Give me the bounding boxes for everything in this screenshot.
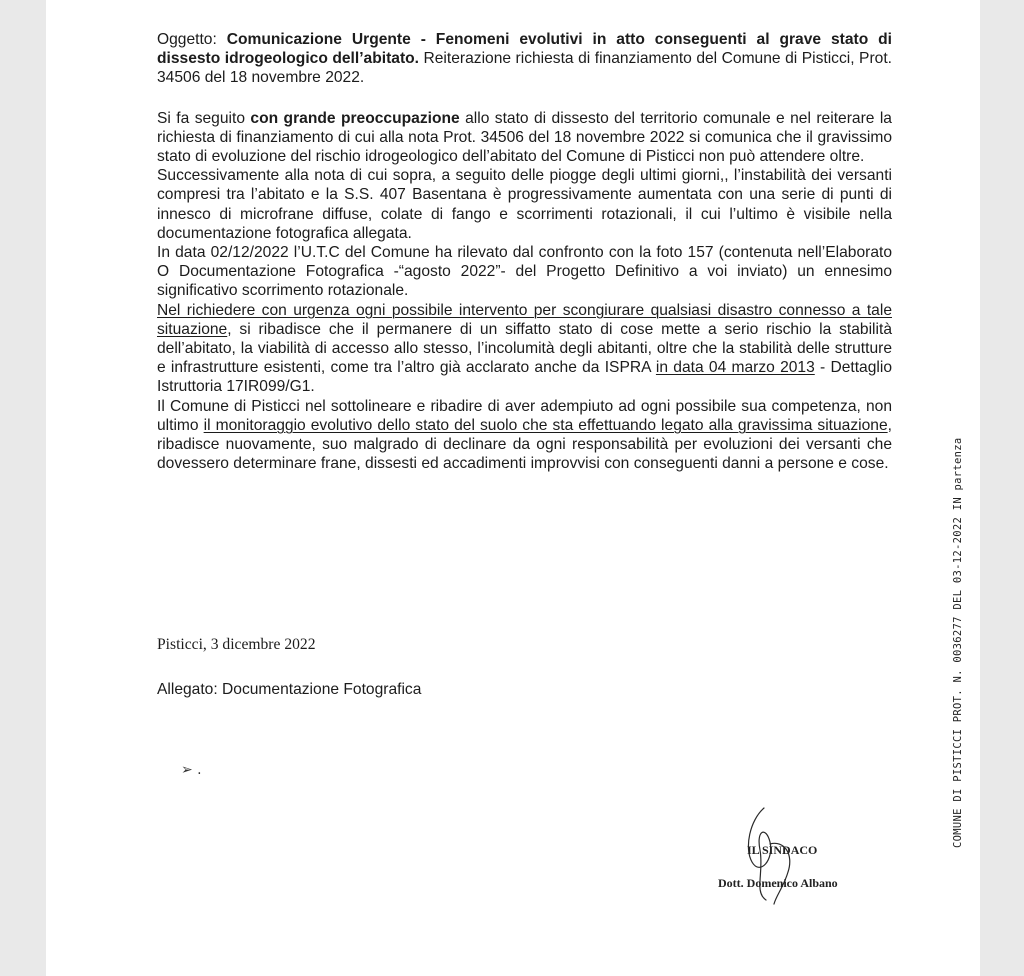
p4-underlined-text: Nel richiedere con urgenza ogni possibile intervento per scongiurare qualsiasi disastro connesso a tale situazione: [157, 301, 892, 338]
p4-underlined-date: in data 04 marzo 2013: [655, 359, 815, 377]
subject-title: Comunicazione Urgente - Fenomeni evolutivi in atto conseguenti al grave stato di dissesto idrogeologico dell’abitato.: [157, 31, 892, 68]
p1-text-a: Si fa seguito: [157, 109, 251, 127]
p5-text-a: Il Comune di Pisticci nel sottolineare e ribadire di aver adempiuto ad ogni possibile sua competenza, non ultimo: [157, 397, 892, 434]
paragraph-3: In data 02/12/2022 l’U.T.C del Comune ha rilevato dal confronto con la foto 157 (contenuta nell’Elaborato O Documentazione Fotografica -“agosto 2022”- del Progetto Definitivo a voi inviato) un ennesimo significativo scorrimento rotazionale.: [157, 244, 892, 300]
p4-text-a: , si ribadisce che il permanere di un siffatto stato di cose mette a serio rischio la stabilità dell’abitato, la viabilità di accesso allo stesso, l’incolumità degli abitanti, oltre che la stabilità delle strutture e infrastrutture esistenti, come tra l’altro già acclarato anche da ISPRA: [157, 320, 892, 377]
arrow-bullet-icon: ➢ .: [181, 762, 202, 778]
signatory-title: IL SINDACO: [747, 843, 818, 857]
subject-label: Oggetto:: [157, 31, 227, 48]
p4-text-b: - Dettaglio Istruttoria 17IR099/G1.: [157, 359, 892, 396]
subject-rest: Reiterazione richiesta di finanziamento del Comune di Pisticci, Prot. 34506 del 18 novembre 2022.: [157, 50, 892, 87]
signatory-name: Dott. Domenico Albano: [718, 876, 838, 890]
letter-body: [157, 109, 892, 474]
paragraph-2: Successivamente alla nota di cui sopra, a seguito delle piogge degli ultimi giorni,, l’instabilità dei versanti compresi tra l’abitato e la S.S. 407 Basentana è progressivamente aumentata con una serie di punti di innesco di microfrane diffuse, colate di fango e scorrimenti rotazionali, il cui l’ultimo è visibile nella documentazione fotografica allegata.: [157, 167, 892, 242]
place-date: Pisticci, 3 dicembre 2022: [157, 636, 316, 653]
protocol-stamp: COMUNE DI PISTICCI PROT. N. 0036277 DEL 03-12-2022 IN partenza: [952, 437, 964, 848]
paragraph-1: [157, 109, 892, 167]
attachment-line: Allegato: Documentazione Fotografica: [157, 681, 422, 698]
p5-text-b: , ribadisce nuovamente, suo malgrado di declinare da ogni responsabilità per evoluzioni dei versanti che dovessero determinare frane, dissesti ed accadimenti improvvisi con conseguenti danni a persone e cose.: [157, 416, 892, 473]
paragraph-4: [157, 301, 892, 397]
subject-line: [157, 30, 892, 88]
p5-underlined-text: il monitoraggio evolutivo dello stato del suolo che sta effettuando legato alla gravissima situazione: [203, 416, 888, 434]
p1-bold-text: con grande preoccupazione: [250, 109, 460, 127]
p1-text-b: allo stato di dissesto del territorio comunale e nel reiterare la richiesta di finanziamento di cui alla nota Prot. 34506 del 18 novembre 2022 si comunica che il gravissimo stato di evoluzione del rischio idrogeologico dell’abitato del Comune di Pisticci non può attendere oltre.: [157, 109, 892, 166]
paragraph-5: [157, 397, 892, 474]
document-body: [157, 30, 892, 473]
